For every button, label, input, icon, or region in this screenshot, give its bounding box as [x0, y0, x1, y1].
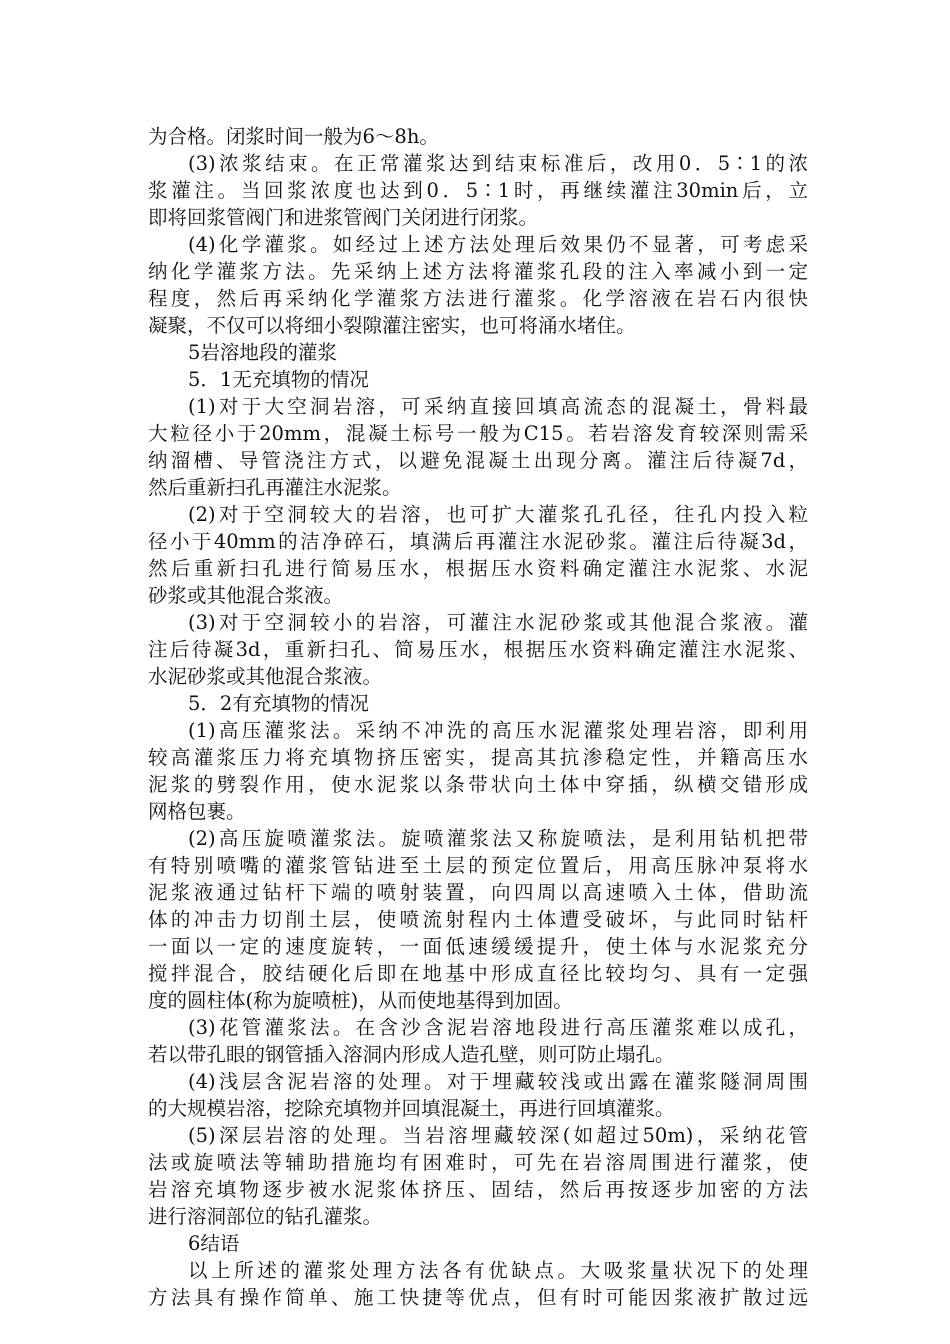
text-line: 凝聚，不仅可以将细小裂隙灌注密实，也可将涌水堵住。 — [148, 314, 636, 337]
text-line: 的大规模岩溶，挖除充填物并回填混凝土，再进行回填灌浆。 — [148, 1097, 675, 1120]
text-line: 进行溶洞部位的钻孔灌浆。 — [148, 1205, 383, 1228]
text-line: 泥浆的劈裂作用，使水泥浆以条带状向土体中穿插，纵横交错形成 — [148, 773, 808, 796]
document-body — [148, 123, 808, 1311]
text-line: 方法具有操作简单、施工快捷等优点，但有时可能因浆液扩散过远 — [148, 1286, 808, 1309]
text-line: 然后重新扫孔进行简易压水，根据压水资料确定灌注水泥浆、水泥 — [148, 557, 808, 580]
text-line: 度的圆柱体(称为旋喷桩)，从而使地基得到加固。 — [148, 989, 573, 1012]
text-line: (4)化学灌浆。如经过上述方法处理后效果仍不显著，可考虑采 — [188, 233, 808, 256]
text-line: 6结语 — [188, 1232, 240, 1255]
text-line: 一面以一定的速度旋转，一面低速缓缓提升，使土体与水泥浆充分 — [148, 935, 808, 958]
text-line: 若以带孔眼的钢管插入溶洞内形成人造孔壁，则可防止塌孔。 — [148, 1043, 675, 1066]
text-line: (4)浅层含泥岩溶的处理。对于埋藏较浅或出露在灌浆隧洞周围 — [188, 1070, 808, 1093]
text-line: 砂浆或其他混合浆液。 — [148, 584, 344, 607]
text-line: 体的冲击力切削土层，使喷流射程内土体遭受破坏，与此同时钻杆 — [148, 908, 808, 931]
text-line: 注后待凝3d，重新扫孔、简易压水，根据压水资料确定灌注水泥浆、 — [148, 638, 808, 661]
text-line: (3)浓浆结束。在正常灌浆达到结束标准后，改用0．5∶1的浓 — [188, 152, 808, 175]
text-line: 程度，然后再采纳化学灌浆方法进行灌浆。化学溶液在岩石内很快 — [148, 287, 808, 310]
text-line: 搅拌混合，胶结硬化后即在地基中形成直径比较均匀、具有一定强 — [148, 962, 808, 985]
text-line: 浆灌注。当回浆浓度也达到0．5∶1时，再继续灌注30min后，立 — [148, 179, 808, 202]
text-line: (2)对于空洞较大的岩溶，也可扩大灌浆孔孔径，往孔内投入粒 — [188, 503, 808, 526]
text-line: 有特别喷嘴的灌浆管钻进至土层的预定位置后，用高压脉冲泵将水 — [148, 854, 808, 877]
text-line: 5．1无充填物的情况 — [188, 368, 369, 391]
text-line: 泥浆液通过钻杆下端的喷射装置，向四周以高速喷入土体，借助流 — [148, 881, 808, 904]
text-line: 网格包裹。 — [148, 800, 246, 823]
text-line: 以上所述的灌浆处理方法各有优缺点。大吸浆量状况下的处理 — [188, 1259, 808, 1282]
text-line: 纳溜槽、导管浇注方式，以避免混凝土出现分离。灌注后待凝7d， — [148, 449, 808, 472]
text-line: 岩溶充填物逐步被水泥浆体挤压、固结，然后再按逐步加密的方法 — [148, 1178, 808, 1201]
text-line: (1)对于大空洞岩溶，可采纳直接回填高流态的混凝土，骨料最 — [188, 395, 808, 418]
text-line: 即将回浆管阀门和进浆管阀门关闭进行闭浆。 — [148, 206, 539, 229]
text-line: 较高灌浆压力将充填物挤压密实，提高其抗渗稳定性，并籍高压水 — [148, 746, 808, 769]
text-line: 径小于40mm的洁净碎石，填满后再灌注水泥砂浆。灌注后待凝3d， — [148, 530, 808, 553]
text-line: 然后重新扫孔再灌注水泥浆。 — [148, 476, 402, 499]
text-line: (1)高压灌浆法。采纳不冲洗的高压水泥灌浆处理岩溶，即利用 — [188, 719, 808, 742]
text-line: 纳化学灌浆方法。先采纳上述方法将灌浆孔段的注入率减小到一定 — [148, 260, 808, 283]
text-line: 为合格。闭浆时间一般为6～8h。 — [148, 125, 439, 148]
text-line: 水泥砂浆或其他混合浆液。 — [148, 665, 383, 688]
text-line: (5)深层岩溶的处理。当岩溶埋藏较深(如超过50m)，采纳花管 — [188, 1124, 808, 1147]
text-line: (2)高压旋喷灌浆法。旋喷灌浆法又称旋喷法，是利用钻机把带 — [188, 827, 808, 850]
text-line: (3)花管灌浆法。在含沙含泥岩溶地段进行高压灌浆难以成孔， — [188, 1016, 808, 1039]
text-line: (3)对于空洞较小的岩溶，可灌注水泥砂浆或其他混合浆液。灌 — [188, 611, 808, 634]
text-line: 法或旋喷法等辅助措施均有困难时，可先在岩溶周围进行灌浆，使 — [148, 1151, 808, 1174]
text-line: 5岩溶地段的灌浆 — [188, 341, 337, 364]
text-line: 大粒径小于20mm，混凝土标号一般为C15。若岩溶发育较深则需采 — [148, 422, 808, 445]
text-line: 5．2有充填物的情况 — [188, 692, 369, 715]
